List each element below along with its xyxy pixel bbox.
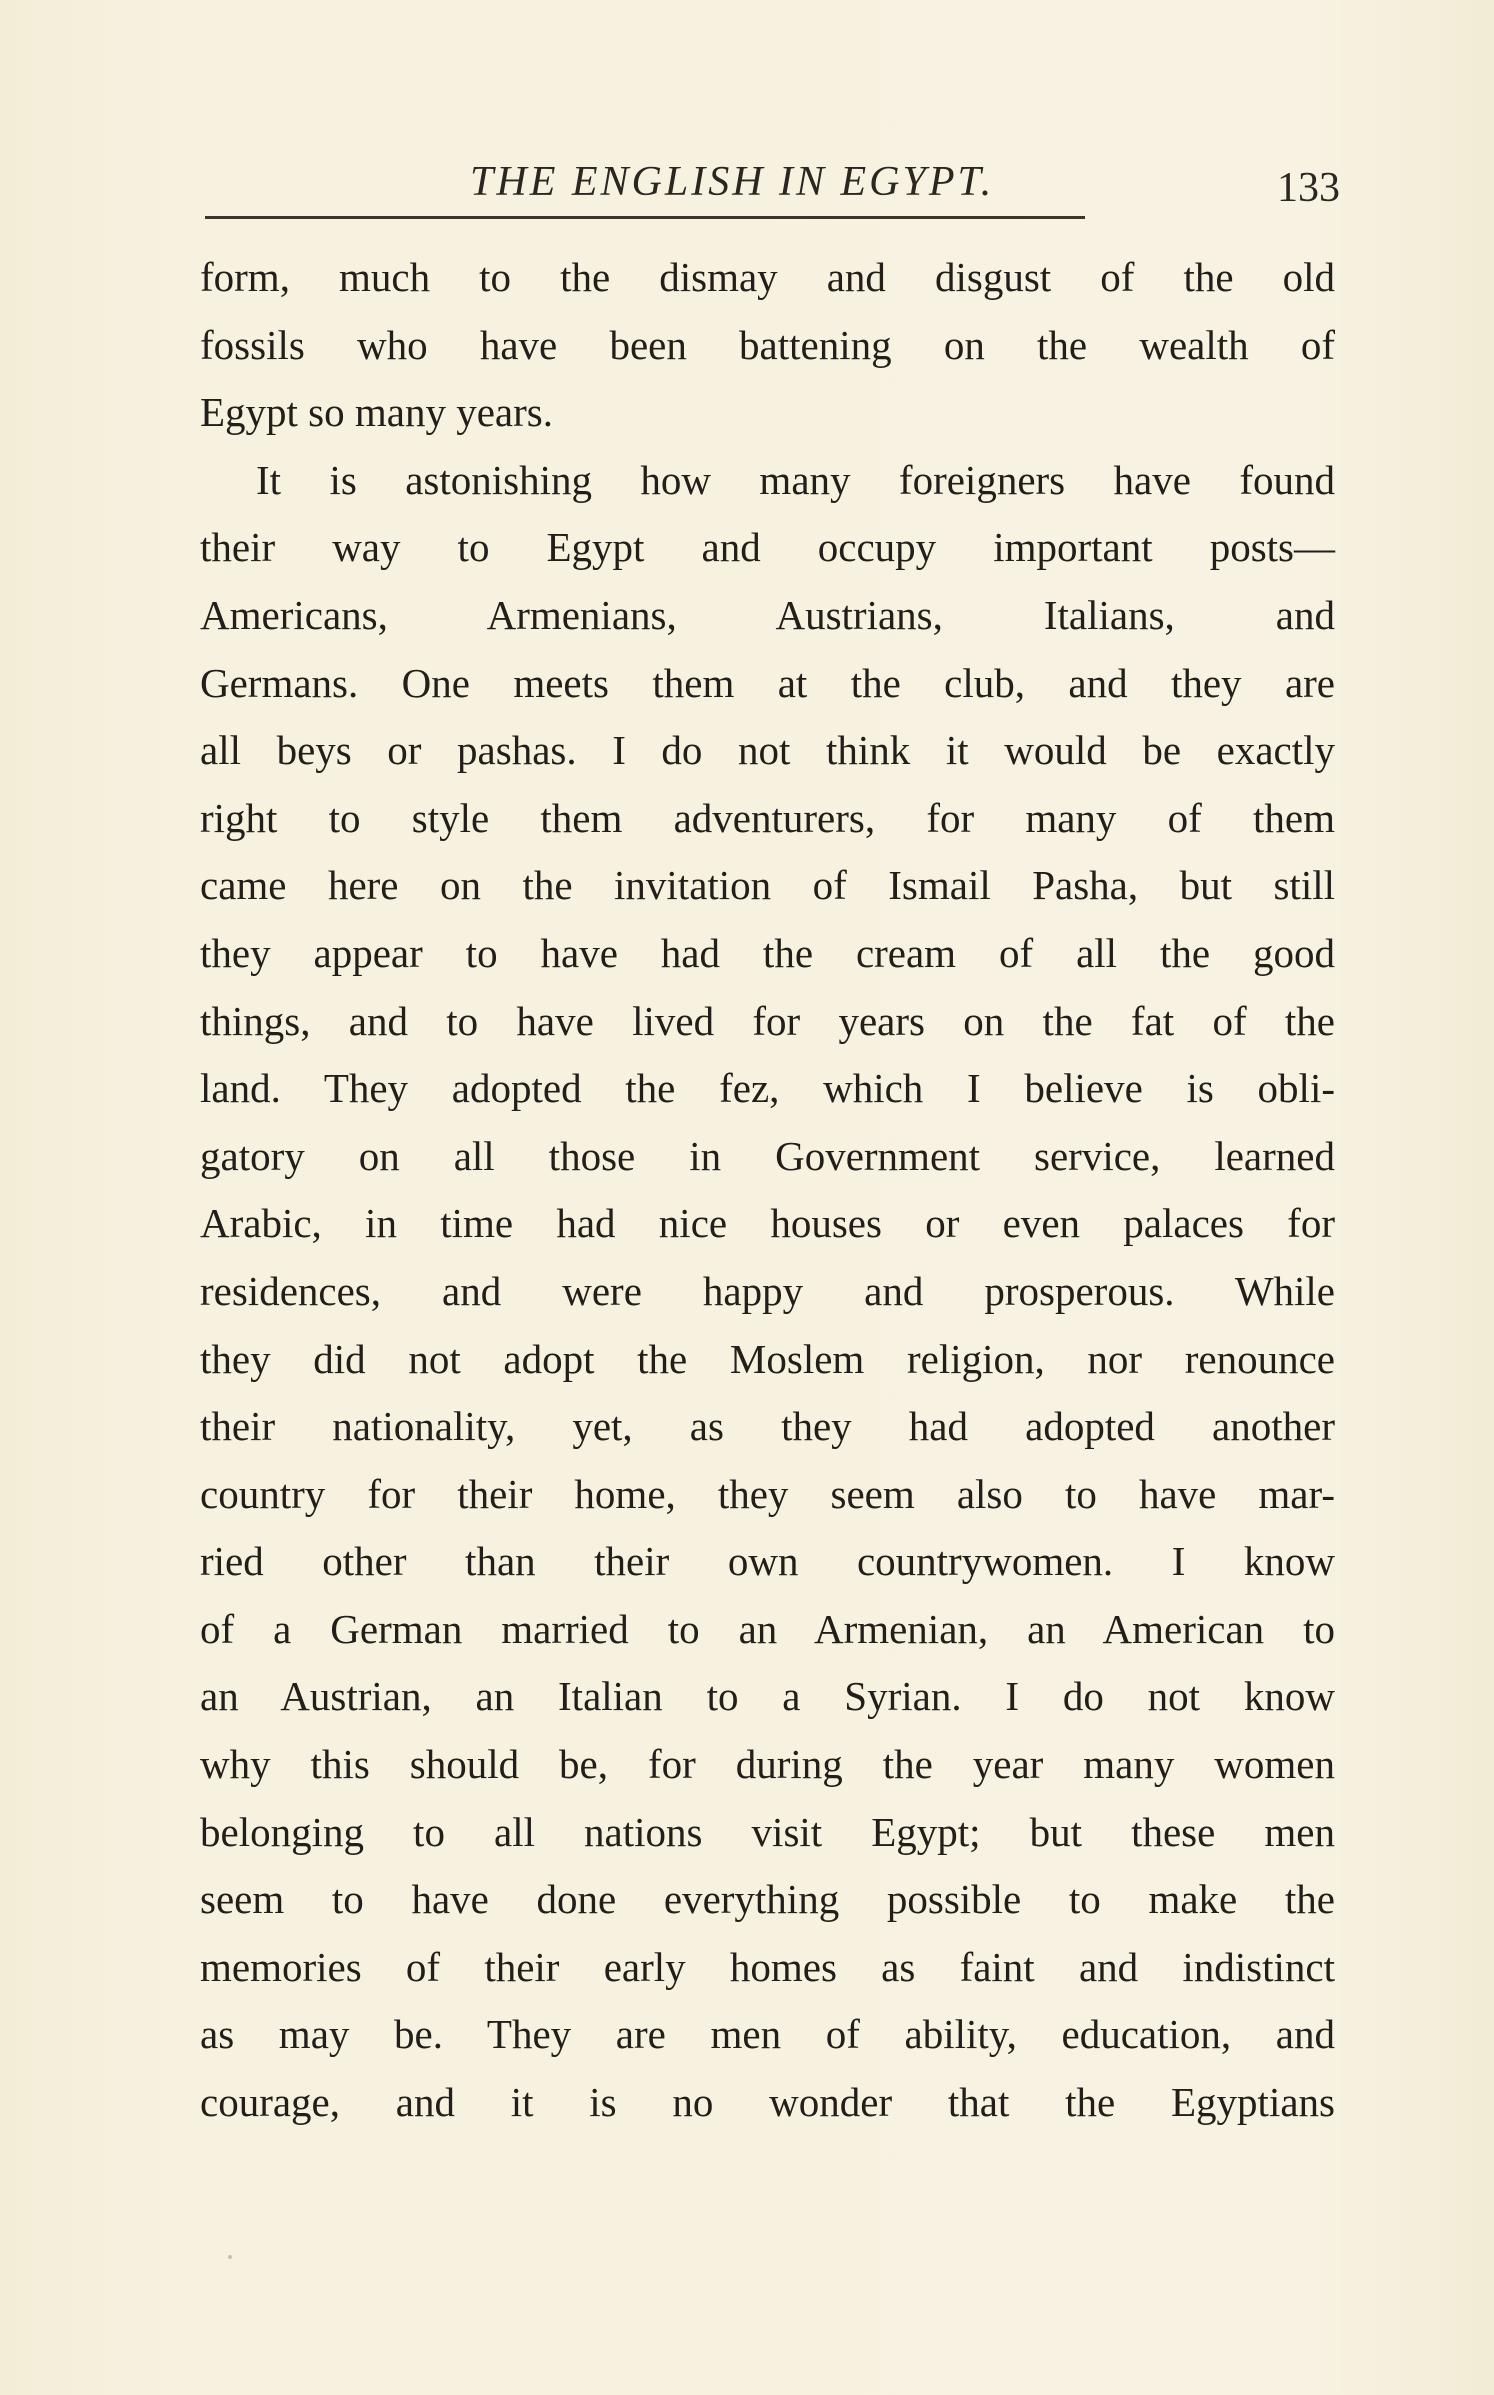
text-line: Egypt so many years. bbox=[200, 389, 553, 436]
text-line: gatory on all those in Government service, learned bbox=[200, 1132, 1335, 1179]
text-line: their nationality, yet, as they had adopted another bbox=[200, 1403, 1335, 1450]
page-number: 133 bbox=[1277, 165, 1340, 211]
body-text bbox=[200, 244, 1335, 2137]
header-rule bbox=[205, 216, 1085, 219]
running-head bbox=[200, 150, 1340, 220]
text-line: belonging to all nations visit Egypt; but these men bbox=[200, 1808, 1335, 1855]
text-line: Americans, Armenians, Austrians, Italians, and bbox=[200, 591, 1335, 638]
running-title: THE ENGLISH IN EGYPT. bbox=[470, 159, 995, 205]
text-line: they appear to have had the cream of all the good bbox=[200, 929, 1335, 976]
text-line: why this should be, for during the year many women bbox=[200, 1741, 1335, 1788]
text-line: land. They adopted the fez, which I believe is obli- bbox=[200, 1065, 1335, 1112]
text-line: seem to have done everything possible to make the bbox=[200, 1876, 1335, 1923]
text-line: country for their home, they seem also to have mar- bbox=[200, 1470, 1335, 1517]
text-line: their way to Egypt and occupy important posts— bbox=[200, 524, 1335, 571]
text-line: form, much to the dismay and disgust of the old bbox=[200, 254, 1335, 300]
text-line: they did not adopt the Moslem religion, nor renounce bbox=[200, 1335, 1335, 1382]
text-line: of a German married to an Armenian, an American to bbox=[200, 1605, 1335, 1652]
text-line: fossils who have been battening on the wealth of bbox=[200, 321, 1335, 368]
text-line: courage, and it is no wonder that the Egyptians bbox=[200, 2079, 1335, 2126]
text-line: right to style them adventurers, for many of them bbox=[200, 794, 1335, 841]
text-line: came here on the invitation of Ismail Pasha, but still bbox=[200, 862, 1335, 909]
text-line: memories of their early homes as faint and indistinct bbox=[200, 1943, 1335, 1990]
text-line: as may be. They are men of ability, education, and bbox=[200, 2011, 1335, 2058]
text-line: an Austrian, an Italian to a Syrian. I do not know bbox=[200, 1673, 1335, 1720]
text-line: It is astonishing how many foreigners have found bbox=[256, 456, 1335, 503]
text-line: Germans. One meets them at the club, and they are bbox=[200, 659, 1335, 706]
text-line: residences, and were happy and prosperous. While bbox=[200, 1267, 1335, 1314]
text-line: Arabic, in time had nice houses or even palaces for bbox=[200, 1200, 1335, 1247]
text-line: things, and to have lived for years on the fat of the bbox=[200, 997, 1335, 1044]
paper-speck bbox=[228, 2255, 232, 2259]
text-line: all beys or pashas. I do not think it would be exactly bbox=[200, 727, 1335, 774]
text-line: ried other than their own countrywomen. I know bbox=[200, 1538, 1335, 1585]
